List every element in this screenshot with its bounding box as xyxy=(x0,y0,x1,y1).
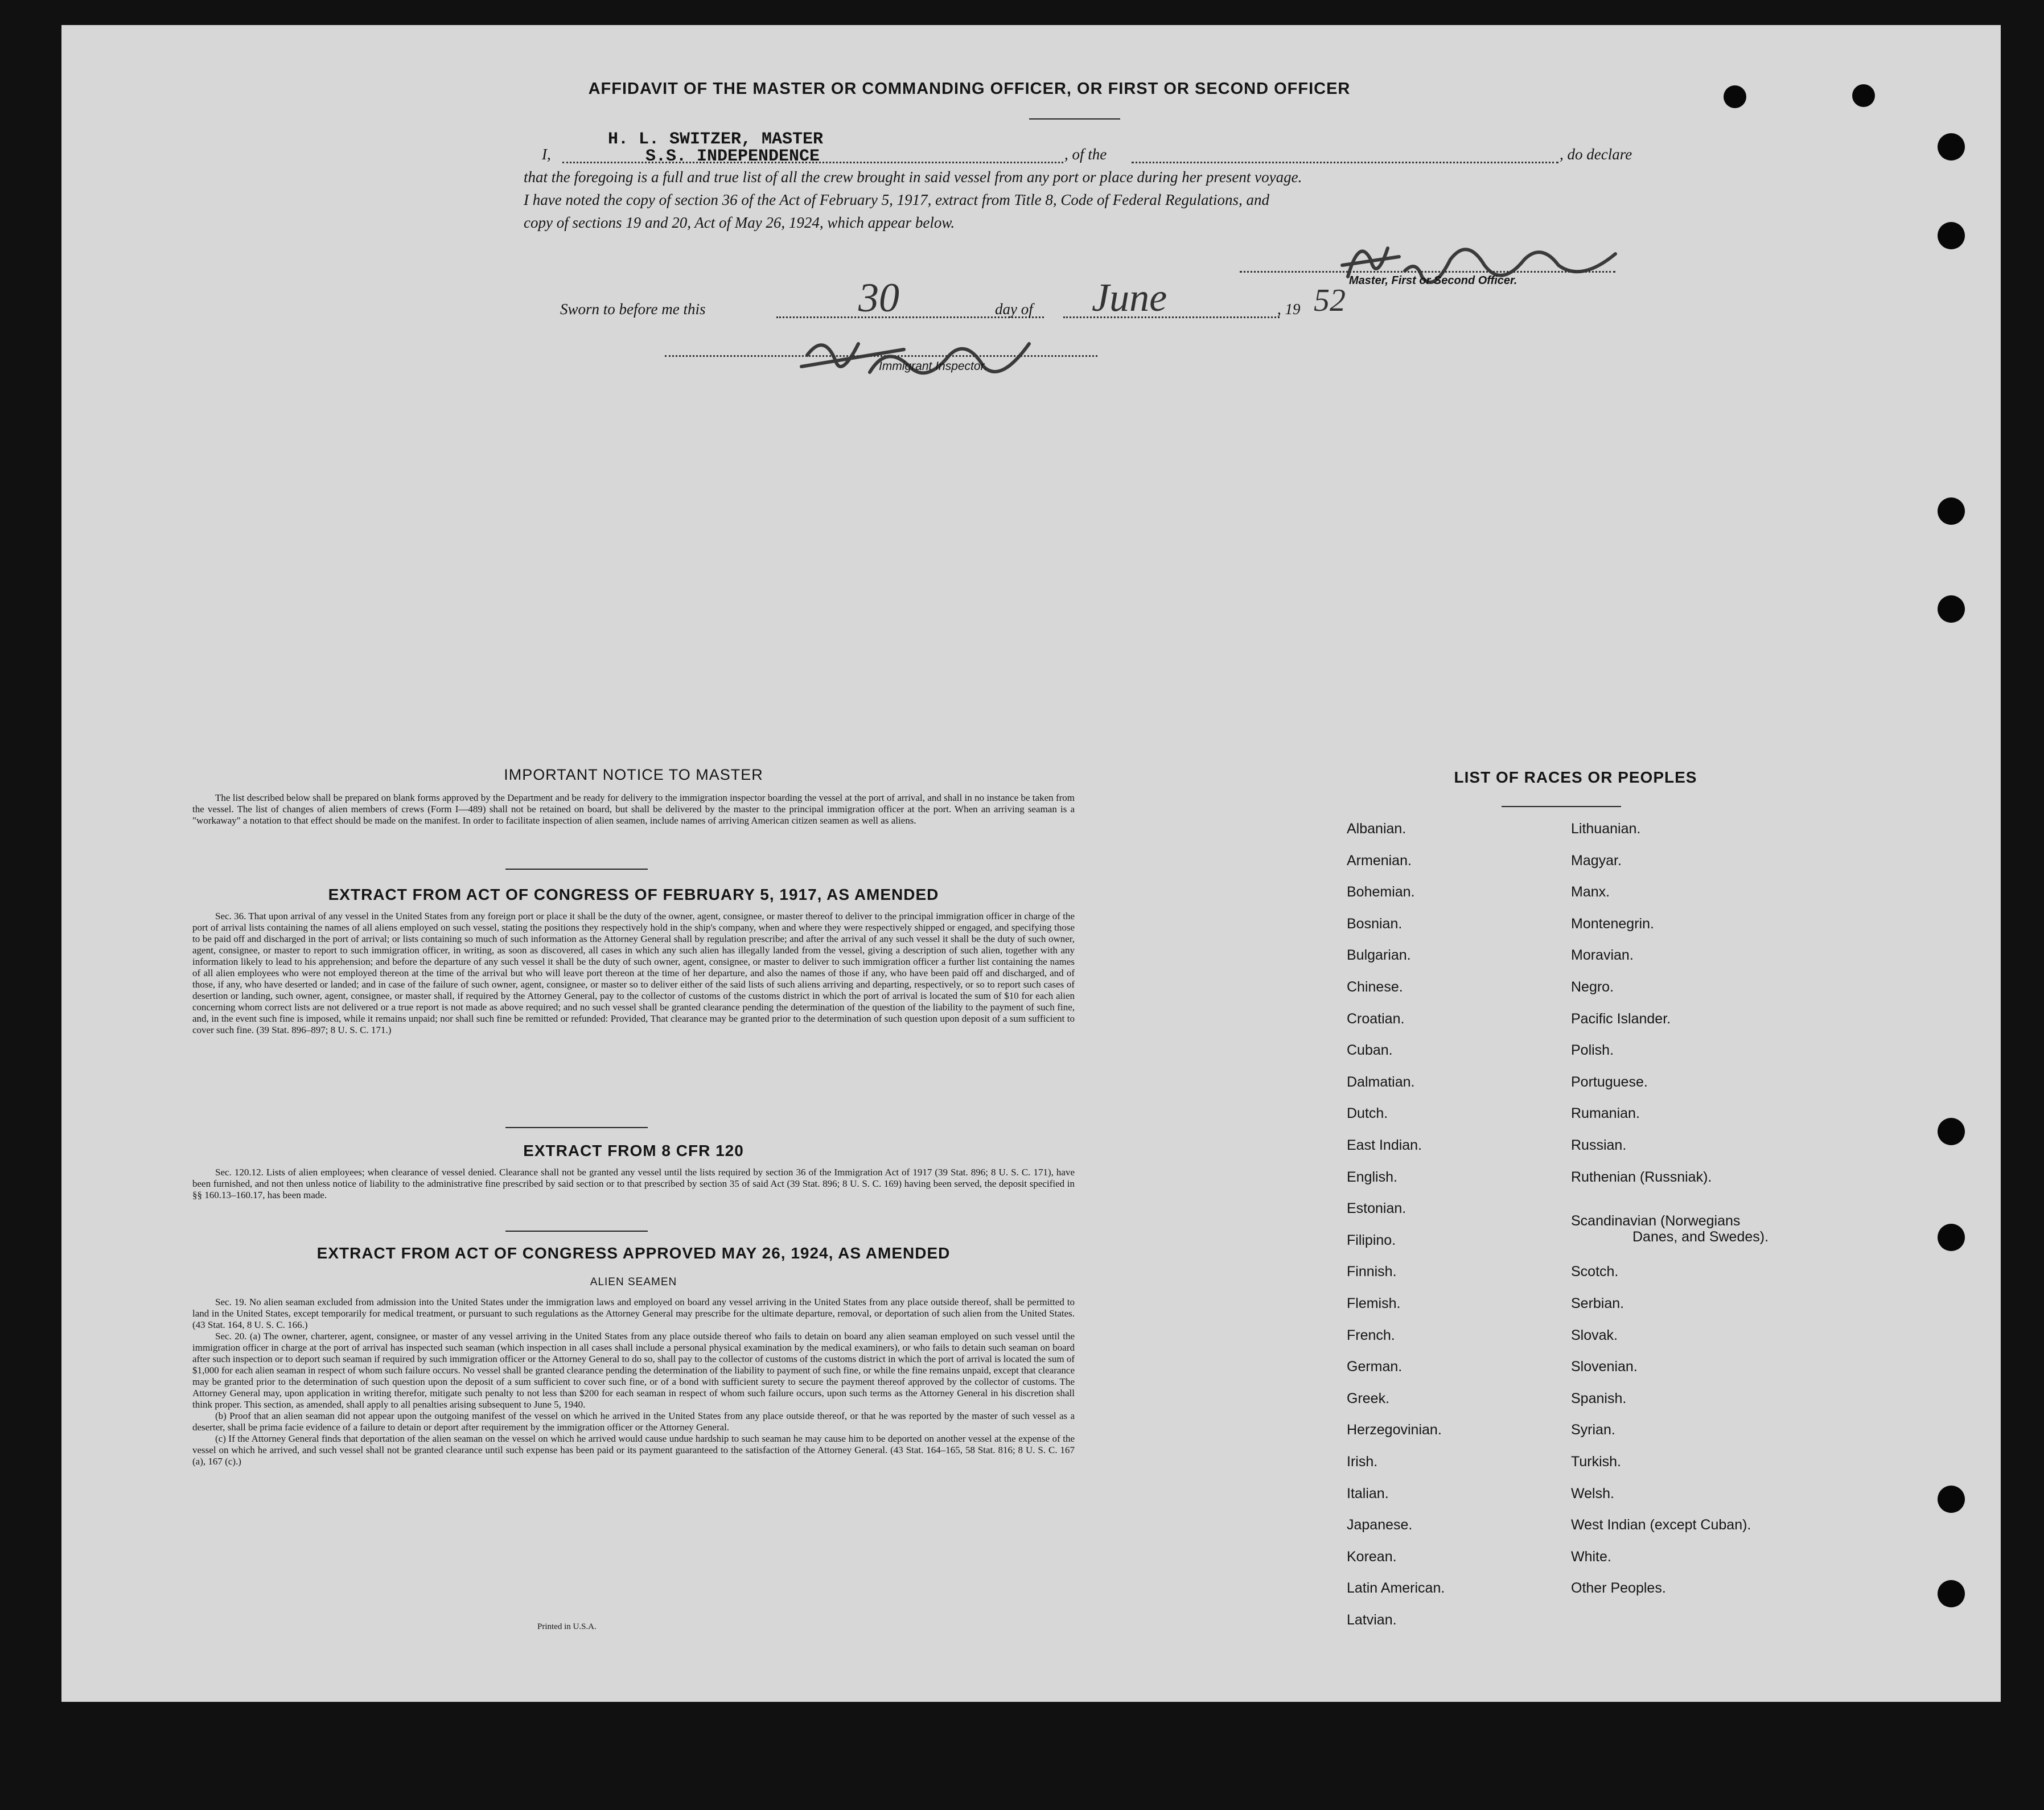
divider xyxy=(505,1231,648,1232)
master-signature xyxy=(1319,225,1661,305)
race-item: Serbian. xyxy=(1571,1295,1624,1311)
punch-hole xyxy=(1938,1486,1965,1513)
punch-hole xyxy=(1938,1224,1965,1251)
race-item: East Indian. xyxy=(1347,1137,1422,1153)
do-declare-label: , do declare xyxy=(1560,146,1632,163)
notice-title: IMPORTANT NOTICE TO MASTER xyxy=(504,766,763,783)
race-item: Finnish. xyxy=(1347,1264,1397,1280)
punch-hole xyxy=(1852,84,1875,107)
notice-paragraph: The list described below shall be prepared on blank forms approved by the Department and be ready for delivery to the immigration inspector boarding the vessel at the port of arrival, and shall in no instance be taken from the vessel. The list of changes of alien members of crews (Form I—489) shall not be retained on board, but shall be delivered by the master to the principal immigration officer at the port. When an arriving seaman is a "workaway" a notation to that effect should be made on the manifest. In order to facilitate inspection of alien seamen, include names of arriving American citizen seamen as well as aliens. xyxy=(192,792,1075,826)
sec20a-paragraph: Sec. 20. (a) The owner, charterer, agent, consignee, or master of any vessel arriving in the United States from any place outside thereof who fails to detain on board any alien seaman employed on such vessel until the immigration officer in charge at the port of arrival has inspected such seaman (which inspection in all cases shall include a personal physical examination by the medical examiners), or who fails to detain such seaman on board after such inspection or to deport such seaman if required by such immigration officer or the Attorney General to do so, shall pay to the collector of customs of the customs district in which the port of arrival is located the sum of $1,000 for each alien seaman in respect of whom such failure occurs. No vessel shall be granted clearance pending the determination of the liability to payment of such fine, or while the fine remains unpaid, except that clearance may be granted prior to the determination of such question upon the deposit of a sum sufficient to cover such fine, or of a bond with sufficient surety to secure the payment thereof approved by the collector of customs. The Attorney General may, upon application in writing therefor, mitigate such penalty to not less than $200 for each seaman in respect of whom such failure occurs, upon such terms as the Attorney General in his discretion shall think proper. This section, as amended, shall apply to all penalties arising subsequent to June 5, 1940. xyxy=(192,1331,1075,1410)
sec19-paragraph: Sec. 19. No alien seaman excluded from admission into the United States under the immigration laws and employed on board any vessel arriving in the United States from any place outside thereof, shall be permitted to land in the United States, except temporarily for medical treatment, or pursuant to such regulations as the Attorney General may prescribe for the ultimate departure, removal, or deportation of such alien from the United States. (43 Stat. 164, 8 U. S. C. 166.) xyxy=(192,1297,1075,1330)
punch-hole xyxy=(1938,1580,1965,1607)
punch-hole xyxy=(1938,1118,1965,1145)
divider xyxy=(1029,118,1120,120)
sworn-label: Sworn to before me this xyxy=(560,301,706,318)
sec120-paragraph: Sec. 120.12. Lists of alien employees; when clearance of vessel denied. Clearance shall not be granted any vessel until the lists required by section 36 of the Immigration Act of 1917 (39 Stat. 896; 8 U. S. C. 171), have been furnished, and not then unless notice of liability to the administrative fine prescribed by said section or to that prescribed by section 35 of said Act (39 Stat. 896; 8 U. S. C. 169) having been served, the deposit specified in §§ 160.13–160.17, has been made. xyxy=(192,1167,1075,1200)
notice-body xyxy=(192,792,1075,826)
race-item: Lithuanian. xyxy=(1571,821,1641,837)
alien-seamen-subtitle: ALIEN SEAMEN xyxy=(590,1276,677,1288)
races-title: LIST OF RACES OR PEOPLES xyxy=(1454,768,1697,786)
declaration-line-2: I have noted the copy of section 36 of the Act of February 5, 1917, extract from Title 8, Code of Federal Regulations, and xyxy=(524,191,1270,208)
day-of-label: day of xyxy=(995,301,1033,318)
vessel-name: S.S. INDEPENDENCE xyxy=(645,147,820,166)
race-item: West Indian (except Cuban). xyxy=(1571,1517,1751,1533)
race-item: Danes, and Swedes). xyxy=(1632,1229,1769,1245)
affidavit-title: AFFIDAVIT OF THE MASTER OR COMMANDING OFFICER, OR FIRST OR SECOND OFFICER xyxy=(588,80,1351,98)
race-item: Scandinavian (Norwegians xyxy=(1571,1213,1741,1229)
inspector-caption: Immigrant Inspector. xyxy=(879,360,988,373)
divider xyxy=(505,1127,648,1128)
vessel-line xyxy=(1132,162,1558,163)
race-item: Italian. xyxy=(1347,1485,1389,1502)
race-item: Estonian. xyxy=(1347,1200,1406,1217)
sec20b-paragraph: (b) Proof that an alien seaman did not appear upon the outgoing manifest of the vessel on which he arrived in the United States from any place outside thereof, or that he was reported by the master of such vessel as a deserter, shall be prima facie evidence of a failure to detain or deport after requirement by the immigration officer or the Attorney General. xyxy=(192,1410,1075,1433)
punch-hole xyxy=(1938,133,1965,161)
race-item: Cuban. xyxy=(1347,1042,1393,1059)
race-item: German. xyxy=(1347,1359,1403,1375)
race-item: Albanian. xyxy=(1347,821,1406,837)
race-item: French. xyxy=(1347,1327,1395,1343)
punch-hole xyxy=(1938,595,1965,623)
race-item: Bulgarian. xyxy=(1347,947,1411,964)
race-item: English. xyxy=(1347,1169,1397,1185)
sec20c-paragraph: (c) If the Attorney General finds that deportation of the alien seaman on the vessel on which he arrived would cause undue hardship to such seaman he may cause him to be deported on another vessel at the expense of the vessel on which he arrived, and such vessel shall not be granted clearance until such expense has been paid or its payment guaranteed to the satisfaction of the Attorney General. (43 Stat. 164–165, 58 Stat. 816; 8 U. S. C. 167 (a), 167 (c).) xyxy=(192,1433,1075,1467)
race-item: Flemish. xyxy=(1347,1295,1401,1311)
extract-1924-body xyxy=(192,1297,1075,1467)
year-value: 52 xyxy=(1314,283,1346,318)
race-item: Rumanian. xyxy=(1571,1105,1640,1122)
year-prefix: , 19 xyxy=(1277,301,1301,318)
race-item: Polish. xyxy=(1571,1042,1614,1059)
master-name: H. L. SWITZER, MASTER xyxy=(608,130,824,149)
race-item: Slovak. xyxy=(1571,1327,1618,1343)
race-item: Ruthenian (Russniak). xyxy=(1571,1169,1712,1185)
master-caption: Master, First or Second Officer. xyxy=(1349,274,1517,287)
race-item: Latin American. xyxy=(1347,1580,1445,1597)
declaration-line-1: that the foregoing is a full and true list of all the crew brought in said vessel from any port or place during her present voyage. xyxy=(524,168,1302,186)
divider xyxy=(505,869,648,870)
race-item: Korean. xyxy=(1347,1548,1397,1565)
race-item: Scotch. xyxy=(1571,1264,1619,1280)
race-item: Slovenian. xyxy=(1571,1359,1638,1375)
race-item: Dutch. xyxy=(1347,1105,1388,1122)
extract-1924-title: EXTRACT FROM ACT OF CONGRESS APPROVED MAY 26, 1924, AS AMENDED xyxy=(316,1244,951,1262)
race-item: Russian. xyxy=(1571,1137,1627,1153)
document-page xyxy=(61,25,2001,1702)
race-item: Portuguese. xyxy=(1571,1073,1648,1090)
race-item: Magyar. xyxy=(1571,852,1622,869)
race-item: Welsh. xyxy=(1571,1485,1614,1502)
race-item: Dalmatian. xyxy=(1347,1073,1415,1090)
i-label: I, xyxy=(542,146,551,163)
race-item: Latvian. xyxy=(1347,1612,1397,1628)
race-item: Bohemian. xyxy=(1347,884,1415,900)
declaration-line-3: copy of sections 19 and 20, Act of May 26, 1924, which appear below. xyxy=(524,214,955,231)
master-signature-line xyxy=(1240,271,1615,273)
race-item: Moravian. xyxy=(1571,947,1634,964)
extract-1917-title: EXTRACT FROM ACT OF CONGRESS OF FEBRUARY 5, 1917, AS AMENDED xyxy=(328,886,939,903)
inspector-line xyxy=(665,355,1097,357)
printer-mark: Printed in U.S.A. xyxy=(537,1622,597,1631)
race-item: Chinese. xyxy=(1347,979,1403,995)
punch-hole xyxy=(1938,222,1965,249)
race-item: Spanish. xyxy=(1571,1390,1627,1406)
race-item: Armenian. xyxy=(1347,852,1412,869)
extract-cfr-body xyxy=(192,1167,1075,1201)
race-item: White. xyxy=(1571,1548,1611,1565)
race-item: Croatian. xyxy=(1347,1010,1405,1027)
extract-1917-body xyxy=(192,911,1075,1036)
race-item: Filipino. xyxy=(1347,1232,1396,1248)
day-value: 30 xyxy=(858,275,899,320)
punch-hole xyxy=(1724,85,1746,108)
punch-hole xyxy=(1938,497,1965,525)
sec36-paragraph: Sec. 36. That upon arrival of any vessel in the United States from any foreign port or place it shall be the duty of the owner, agent, consignee, or master thereof to deliver to the principal immigration officer in charge of the port of arrival lists containing the names of all aliens employed on such vessel, stating the positions they respectively hold in the ship's company, when and where they were respectively shipped or engaged, and specifying those to be paid off and discharged in the port of arrival; or lists containing so much of such information as the Attorney General shall by regulation prescribe; and after the arrival of any such vessel it shall be the duty of such owner, agent, consignee, or master to report to such immigration officer, in writing, as soon as discovered, all cases in which any such alien has illegally landed from the vessel, giving a description of such alien, together with any information likely to lead to his apprehension; and before the departure of any such vessel it shall be the duty of such owner, agent, consignee, or master to deliver to such immigration officer a further list containing the names of all alien employees who were not employed thereon at the time of the arrival but who will leave port thereon at the time of her departure, and also the names of those if any, who have been paid off and discharged, and of those, if any, who have deserted or landed; and in case of the failure of such owner, agent, consignee, or master so to deliver either of the said lists of such aliens arriving and departing, respectively, or so to report such cases of desertion or landing, such owner, agent, consignee, or master shall, if required by the Attorney General, pay to the collector of customs of the customs district in which the port of arrival is located the sum of $10 for each alien concerning whom correct lists are not delivered or a true report is not made as above required; and no such vessel shall be granted clearance pending the determination of the question of the liability to the payment of such fine, and, in the event such fine is imposed, while it remains unpaid; nor shall such fine be remitted or refunded: Provided, That clearance may be granted prior to the determination of such question upon deposit of a sum sufficient to cover such fine. (39 Stat. 896–897; 8 U. S. C. 171.) xyxy=(192,911,1075,1035)
divider xyxy=(1502,806,1621,807)
race-item: Other Peoples. xyxy=(1571,1580,1666,1597)
name-line xyxy=(562,162,1063,163)
race-item: Irish. xyxy=(1347,1454,1378,1470)
race-item: Japanese. xyxy=(1347,1517,1413,1533)
month-value: June xyxy=(1092,276,1167,320)
race-item: Greek. xyxy=(1347,1390,1390,1406)
race-item: Syrian. xyxy=(1571,1422,1615,1438)
of-the-label: , of the xyxy=(1064,146,1107,163)
race-item: Negro. xyxy=(1571,979,1614,995)
race-item: Turkish. xyxy=(1571,1454,1621,1470)
race-item: Pacific Islander. xyxy=(1571,1010,1671,1027)
extract-cfr-title: EXTRACT FROM 8 CFR 120 xyxy=(523,1142,744,1159)
race-item: Montenegrin. xyxy=(1571,915,1654,932)
race-item: Manx. xyxy=(1571,884,1610,900)
race-item: Bosnian. xyxy=(1347,915,1403,932)
race-item: Herzegovinian. xyxy=(1347,1422,1442,1438)
